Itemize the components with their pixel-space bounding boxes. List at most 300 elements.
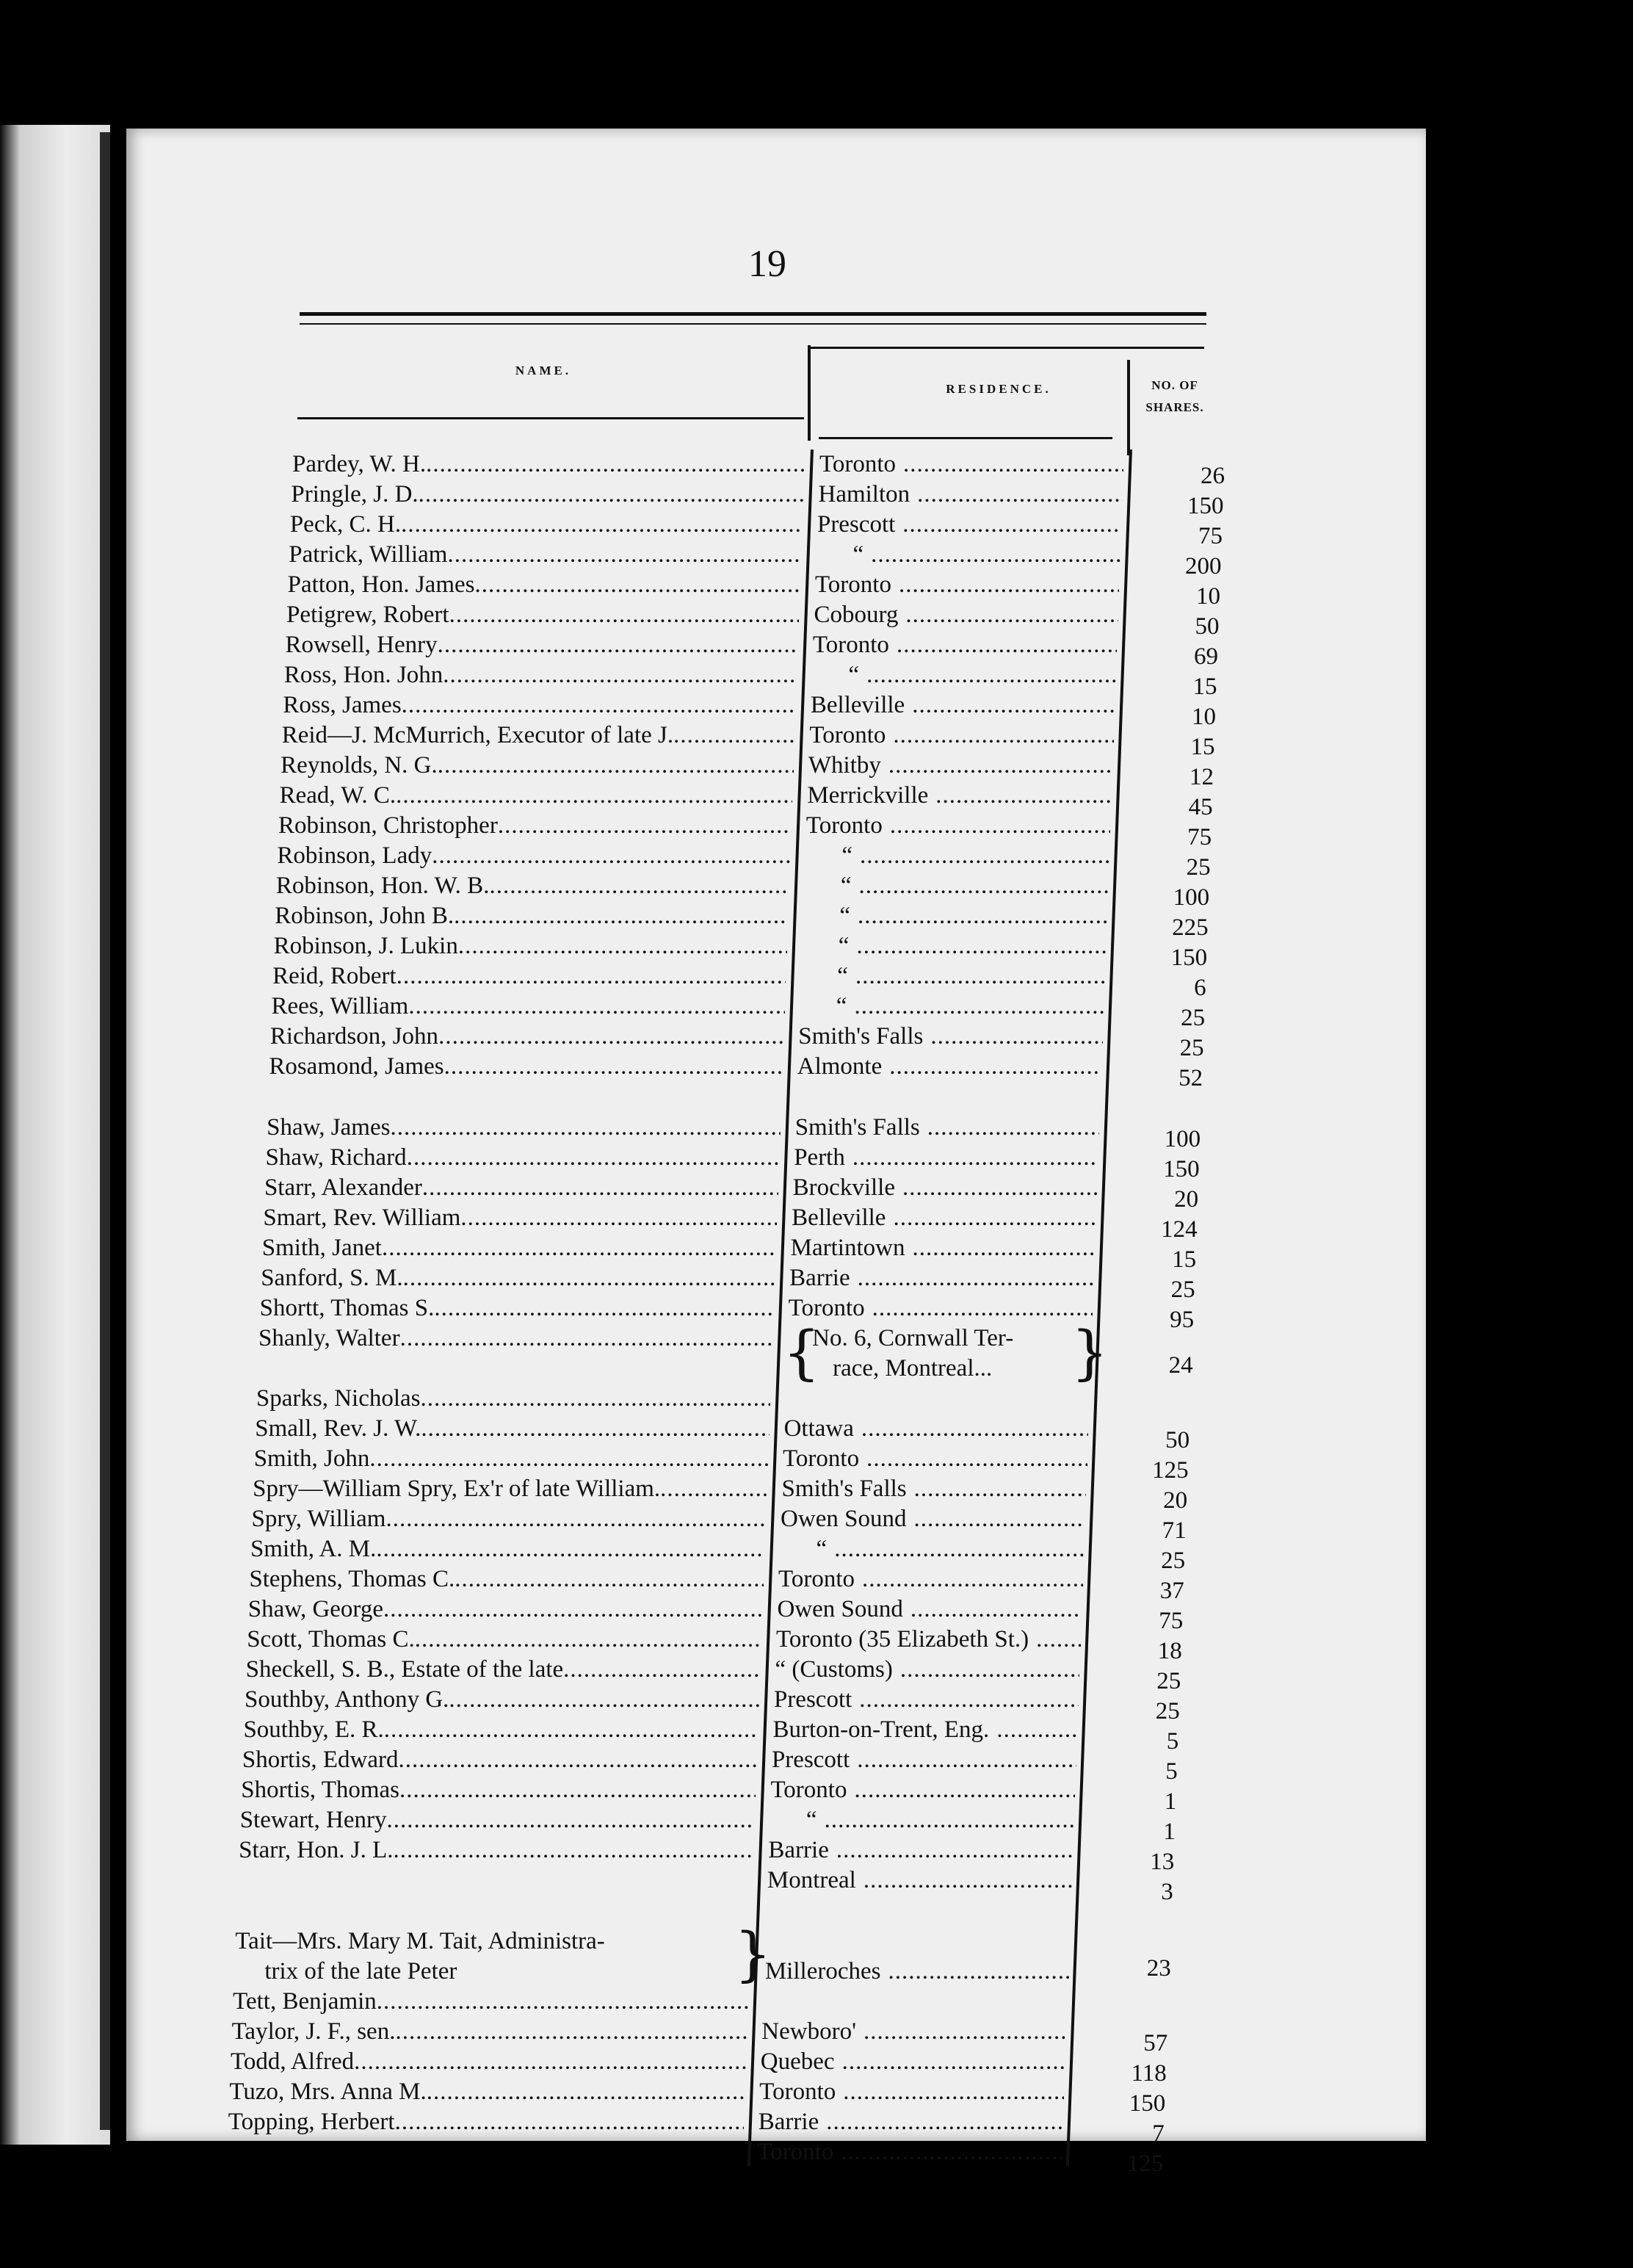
residence: Belleville bbox=[810, 692, 905, 718]
share-count: 125 bbox=[1126, 2150, 1164, 2177]
shareholder-name: Stewart, Henry bbox=[239, 1807, 387, 1833]
dot-leader bbox=[882, 1052, 1101, 1081]
share-count: 24 bbox=[1168, 1351, 1193, 1379]
table-row bbox=[0, 811, 1633, 850]
column-header-name: NAME. bbox=[515, 364, 572, 378]
column-header-shares-line1: NO. OF bbox=[1151, 378, 1198, 392]
shareholder-name: Shaw, James bbox=[267, 1114, 391, 1141]
dot-leader bbox=[498, 811, 792, 840]
dot-leader bbox=[385, 1504, 766, 1534]
dot-leader bbox=[489, 871, 789, 900]
shareholder-name: Smith, Janet bbox=[261, 1235, 382, 1261]
residence-cell bbox=[817, 510, 1121, 539]
residence-cell bbox=[776, 1625, 1081, 1654]
table-row bbox=[0, 1564, 1633, 1604]
dot-leader bbox=[455, 1564, 764, 1594]
dot-leader bbox=[905, 1233, 1095, 1263]
dot-leader bbox=[660, 1474, 767, 1503]
residence: Toronto bbox=[819, 451, 897, 477]
shareholder-name-cell bbox=[248, 1595, 763, 1624]
residence: “ bbox=[805, 1807, 817, 1833]
shareholder-name-cell bbox=[252, 1504, 767, 1534]
share-count: 125 bbox=[1152, 1457, 1189, 1484]
residence: “ bbox=[852, 541, 864, 568]
dot-leader bbox=[817, 1805, 1074, 1835]
dot-leader bbox=[928, 781, 1111, 810]
residence: Cobourg bbox=[814, 602, 899, 628]
dot-leader bbox=[850, 901, 1107, 931]
brace-mark: } bbox=[734, 1920, 772, 1988]
table-row bbox=[0, 1715, 1633, 1755]
residence-cell bbox=[778, 1595, 1082, 1624]
residence: Toronto bbox=[809, 722, 886, 748]
residence: Martintown bbox=[790, 1235, 905, 1261]
dot-leader bbox=[906, 1504, 1085, 1534]
share-count: 15 bbox=[1172, 1246, 1197, 1273]
dot-leader bbox=[421, 1384, 771, 1413]
dot-leader bbox=[415, 1625, 761, 1654]
shareholder-name-cell bbox=[290, 510, 803, 539]
dot-leader bbox=[369, 1444, 768, 1473]
residence-cell bbox=[811, 690, 1115, 720]
dot-leader bbox=[377, 1987, 748, 2016]
header-underline-residence bbox=[819, 437, 1112, 439]
residence: Almonte bbox=[797, 1053, 883, 1080]
residence-cell bbox=[815, 570, 1119, 599]
dot-leader bbox=[896, 449, 1123, 479]
share-count: 150 bbox=[1129, 2090, 1166, 2117]
shareholder-name: Scott, Thomas C. bbox=[247, 1626, 415, 1653]
dot-leader bbox=[827, 1534, 1084, 1564]
dot-leader bbox=[438, 751, 794, 780]
share-count: 37 bbox=[1159, 1578, 1184, 1604]
share-count: 3 bbox=[1161, 1879, 1173, 1905]
table-row bbox=[0, 540, 1633, 579]
residence-cell bbox=[793, 1173, 1097, 1202]
residence-cell bbox=[780, 1534, 1085, 1564]
table-row bbox=[0, 1113, 1633, 1152]
residence: Hamilton bbox=[818, 481, 910, 508]
shareholder-name: Southby, Anthony G. bbox=[245, 1686, 449, 1713]
table-row bbox=[0, 1805, 1633, 1845]
residence: Quebec bbox=[760, 2048, 835, 2075]
share-count: 100 bbox=[1173, 884, 1210, 911]
shareholder-name: Robinson, John B. bbox=[275, 903, 455, 929]
residence-cell bbox=[806, 811, 1110, 840]
residence: Prescott bbox=[816, 511, 896, 538]
residence-cell bbox=[809, 721, 1113, 750]
table-row bbox=[0, 1414, 1633, 1453]
shareholder-name-cell bbox=[284, 660, 797, 690]
shareholder-name: Shortis, Thomas bbox=[241, 1777, 400, 1803]
shareholder-name: Patton, Hon. James bbox=[287, 571, 475, 598]
shareholder-name: Petigrew, Robert bbox=[286, 602, 449, 628]
shareholder-name-cell bbox=[241, 1775, 756, 1805]
dot-leader bbox=[395, 2017, 747, 2046]
dot-leader bbox=[449, 600, 800, 629]
page-number: 19 bbox=[748, 243, 786, 285]
shareholder-name: trix of the late Peter bbox=[264, 1958, 457, 1984]
residence: “ bbox=[836, 993, 847, 1019]
share-count: 26 bbox=[1201, 463, 1225, 489]
share-count: 10 bbox=[1192, 704, 1217, 730]
dot-leader bbox=[407, 1143, 780, 1172]
table-row bbox=[0, 1655, 1633, 1694]
residence: Newboro' bbox=[761, 2018, 857, 2045]
shareholder-name-cell bbox=[254, 1444, 768, 1473]
table-row bbox=[0, 1384, 1633, 1413]
dot-leader bbox=[845, 1143, 1098, 1172]
dot-leader bbox=[396, 781, 792, 810]
top-rule bbox=[300, 312, 1206, 316]
residence-cell bbox=[789, 1293, 1093, 1323]
dot-leader bbox=[422, 1173, 778, 1202]
shareholder-name-cell bbox=[253, 1474, 767, 1503]
dot-leader bbox=[829, 1835, 1073, 1865]
share-count: 100 bbox=[1164, 1126, 1201, 1152]
shareholder-name: Tait—Mrs. Mary M. Tait, Administra- bbox=[235, 1928, 605, 1954]
shareholder-name: Topping, Herbert bbox=[228, 2109, 395, 2135]
residence: Montreal bbox=[767, 1867, 856, 1893]
residence-cell bbox=[798, 1022, 1102, 1051]
shareholder-name: Sanford, S. M. bbox=[261, 1265, 403, 1291]
shareholder-name-cell bbox=[274, 931, 787, 961]
table-row bbox=[0, 1625, 1633, 1664]
residence: Toronto bbox=[788, 1295, 865, 1321]
share-count: 25 bbox=[1186, 854, 1211, 881]
residence: Barrie bbox=[758, 2109, 819, 2135]
shareholder-name-cell bbox=[243, 1715, 758, 1744]
residence: race, Montreal... bbox=[833, 1355, 993, 1382]
dot-leader bbox=[454, 901, 788, 931]
residence-cell bbox=[768, 1835, 1073, 1865]
table-row bbox=[0, 751, 1633, 790]
share-count: 50 bbox=[1165, 1427, 1190, 1453]
table-row bbox=[0, 1835, 1633, 1875]
dot-leader bbox=[447, 540, 801, 569]
shareholder-name-cell bbox=[286, 600, 799, 629]
brace-mark: } bbox=[1071, 1318, 1109, 1387]
shareholder-name: Spry—William Spry, Ex'r of late William. bbox=[253, 1476, 661, 1502]
shareholder-name: Read, W. C. bbox=[279, 782, 397, 809]
residence-cell bbox=[770, 1805, 1074, 1835]
dot-leader bbox=[847, 1775, 1075, 1805]
residence-cell bbox=[765, 1957, 1070, 1986]
table-row bbox=[0, 2047, 1633, 2087]
residence-cell bbox=[784, 1414, 1089, 1443]
table-row bbox=[0, 1866, 1633, 1905]
residence-cell bbox=[781, 1504, 1085, 1534]
residence: “ bbox=[837, 963, 848, 989]
dot-leader bbox=[383, 1595, 763, 1624]
shareholder-name-cell bbox=[238, 1866, 753, 1895]
shareholder-name-cell bbox=[266, 1143, 780, 1172]
residence-cell bbox=[791, 1233, 1095, 1263]
dot-leader bbox=[863, 540, 1120, 569]
table-row bbox=[0, 1595, 1633, 1634]
dot-leader bbox=[400, 1323, 773, 1353]
shareholder-name-cell bbox=[270, 1022, 783, 1051]
dot-leader bbox=[421, 1414, 769, 1443]
dot-leader bbox=[881, 751, 1112, 780]
residence: “ bbox=[841, 842, 852, 869]
share-count: 25 bbox=[1179, 1035, 1204, 1061]
shareholder-name-cell bbox=[256, 1384, 770, 1413]
residence-cell bbox=[803, 901, 1107, 931]
share-count: 25 bbox=[1170, 1276, 1195, 1303]
dot-leader bbox=[376, 1534, 764, 1564]
dot-leader bbox=[438, 630, 798, 660]
residence-cell bbox=[813, 630, 1117, 660]
residence: “ bbox=[838, 933, 850, 959]
table-row bbox=[0, 1173, 1633, 1213]
residence: Prescott bbox=[773, 1686, 852, 1713]
shareholder-name-cell bbox=[255, 1414, 769, 1443]
residence-cell bbox=[772, 1745, 1076, 1774]
dot-leader bbox=[427, 2077, 745, 2106]
table-row bbox=[0, 2107, 1633, 2147]
residence: Toronto bbox=[770, 1777, 847, 1803]
dot-leader bbox=[563, 1655, 760, 1684]
table-row bbox=[0, 1052, 1633, 1091]
table-row bbox=[0, 721, 1633, 760]
residence: Brockville bbox=[792, 1174, 895, 1201]
residence: Toronto bbox=[805, 812, 883, 839]
shareholder-name: Ross, Hon. John bbox=[283, 662, 443, 688]
dot-leader bbox=[920, 1113, 1099, 1142]
shareholder-name-cell bbox=[267, 1113, 781, 1142]
share-count: 57 bbox=[1143, 2030, 1168, 2056]
residence-cell bbox=[758, 2107, 1063, 2137]
table-row bbox=[0, 660, 1633, 700]
shareholder-name-cell bbox=[278, 811, 792, 840]
residence: “ bbox=[839, 903, 850, 929]
share-count: 12 bbox=[1190, 764, 1214, 790]
residence: Milleroches bbox=[764, 1958, 881, 1984]
share-count: 25 bbox=[1161, 1547, 1186, 1574]
share-count: 5 bbox=[1165, 1758, 1178, 1785]
residence: Smith's Falls bbox=[798, 1023, 924, 1050]
share-count: 25 bbox=[1181, 1005, 1206, 1031]
share-count: 45 bbox=[1188, 794, 1213, 820]
residence: “ bbox=[840, 873, 852, 899]
residence: Whitby bbox=[808, 752, 881, 779]
residence-cell bbox=[804, 871, 1108, 900]
shareholder-name: Sheckell, S. B., Estate of the late bbox=[245, 1656, 564, 1683]
residence: Toronto bbox=[783, 1445, 860, 1472]
shareholder-name: Shanly, Walter bbox=[258, 1325, 400, 1351]
shareholder-name: Reid, Robert bbox=[272, 963, 397, 989]
table-row bbox=[0, 1920, 1633, 1988]
table-row bbox=[0, 1143, 1633, 1182]
dot-leader bbox=[856, 2017, 1066, 2046]
table-row bbox=[0, 1022, 1633, 1061]
table-row bbox=[0, 1987, 1633, 2016]
table-row bbox=[0, 1263, 1633, 1303]
share-count: 5 bbox=[1166, 1728, 1179, 1755]
table-row bbox=[0, 1203, 1633, 1243]
table-row bbox=[0, 630, 1633, 670]
shareholder-name: Pringle, J. D. bbox=[291, 481, 419, 508]
share-count: 71 bbox=[1162, 1517, 1187, 1544]
shareholder-name: Robinson, Lady bbox=[277, 842, 432, 869]
share-count: 69 bbox=[1194, 643, 1219, 670]
shareholder-name: Tett, Benjamin bbox=[233, 1988, 377, 2015]
dot-leader bbox=[444, 1052, 783, 1081]
residence-cell bbox=[759, 2077, 1064, 2106]
shareholder-name: Rowsell, Henry bbox=[285, 632, 438, 658]
shareholder-name: Shortis, Edward bbox=[242, 1747, 399, 1773]
dot-leader bbox=[833, 2137, 1062, 2167]
share-count: 25 bbox=[1156, 1668, 1181, 1694]
dot-leader bbox=[886, 721, 1113, 750]
shareholder-name: Shortt, Thomas S. bbox=[259, 1295, 435, 1321]
shareholder-name: Reynolds, N. G. bbox=[280, 752, 438, 779]
shareholder-name-cell bbox=[263, 1203, 777, 1232]
shareholder-name: Rosamond, James bbox=[269, 1053, 444, 1080]
shareholder-name-cell bbox=[239, 1835, 753, 1865]
dot-leader bbox=[397, 961, 786, 991]
dot-leader bbox=[394, 1835, 754, 1865]
shareholder-name-cell bbox=[246, 1655, 761, 1684]
shareholder-name: Reid—J. McMurrich, Executor of late J. bbox=[281, 722, 674, 748]
residence: Toronto (35 Elizabeth St.) bbox=[776, 1626, 1029, 1653]
shareholder-name: Peck, C. H. bbox=[289, 511, 402, 538]
dot-leader bbox=[891, 570, 1119, 599]
dot-leader bbox=[865, 1293, 1093, 1323]
residence: Owen Sound bbox=[777, 1596, 903, 1622]
shareholder-name-cell bbox=[283, 690, 796, 720]
residence: Smith's Falls bbox=[781, 1476, 907, 1502]
residence: Prescott bbox=[771, 1747, 850, 1773]
shareholder-name: Starr, Alexander bbox=[264, 1174, 422, 1201]
share-count: 150 bbox=[1170, 945, 1208, 971]
share-count: 20 bbox=[1163, 1487, 1188, 1514]
table-row bbox=[0, 931, 1633, 971]
share-count: 150 bbox=[1163, 1156, 1200, 1182]
shareholder-name-cell bbox=[229, 2077, 745, 2106]
dot-leader bbox=[859, 1444, 1087, 1473]
table-row bbox=[0, 570, 1633, 610]
residence: Toronto bbox=[759, 2079, 836, 2105]
dot-leader bbox=[848, 961, 1105, 991]
table-row bbox=[0, 1775, 1633, 1815]
shareholder-name: Patrick, William bbox=[289, 541, 448, 568]
column-header-shares-line2: SHARES. bbox=[1145, 400, 1204, 414]
shareholder-name: Robinson, Christopher bbox=[278, 812, 498, 839]
residence: Burton-on-Trent, Eng. bbox=[772, 1716, 990, 1743]
shareholder-name: Ross, James bbox=[283, 692, 402, 718]
shareholder-name: Robinson, J. Lukin bbox=[273, 933, 458, 959]
dot-leader bbox=[419, 480, 804, 509]
shareholder-name: Tuzo, Mrs. Anna M. bbox=[229, 2079, 427, 2105]
share-count: 7 bbox=[1152, 2120, 1165, 2147]
shareholder-name-cell bbox=[245, 1685, 759, 1714]
shareholder-name-cell bbox=[282, 721, 795, 750]
table-row bbox=[0, 449, 1633, 489]
shareholder-name-cell bbox=[285, 630, 797, 660]
dot-leader bbox=[889, 630, 1117, 660]
residence-cell bbox=[761, 2047, 1065, 2076]
residence-cell bbox=[811, 660, 1115, 690]
shareholder-name: Pardey, W. H. bbox=[292, 451, 427, 477]
residence-cell bbox=[782, 1474, 1087, 1503]
dot-leader bbox=[403, 1263, 775, 1293]
residence: “ bbox=[816, 1536, 828, 1562]
shareholder-name-cell bbox=[262, 1233, 776, 1263]
residence: Barrie bbox=[789, 1265, 850, 1291]
residence-cell bbox=[775, 1655, 1079, 1684]
share-count: 75 bbox=[1159, 1608, 1184, 1634]
dot-leader bbox=[883, 811, 1110, 840]
residence-cell bbox=[800, 961, 1104, 991]
residence-cell bbox=[807, 781, 1111, 810]
shareholder-name: Small, Rev. J. W. bbox=[255, 1415, 421, 1442]
share-count: 118 bbox=[1131, 2060, 1167, 2087]
dot-leader bbox=[850, 1263, 1094, 1293]
shareholder-name-cell bbox=[261, 1263, 775, 1293]
shareholder-name-cell bbox=[291, 480, 803, 509]
dot-leader bbox=[850, 1745, 1076, 1774]
shareholder-name-cell bbox=[288, 570, 800, 599]
dot-leader bbox=[851, 871, 1108, 900]
shareholder-name-cell bbox=[247, 1625, 761, 1654]
share-count: 1 bbox=[1163, 1819, 1176, 1845]
dot-leader bbox=[401, 510, 803, 539]
residence: Toronto bbox=[778, 1566, 855, 1592]
dot-leader bbox=[849, 931, 1106, 961]
table-row bbox=[0, 871, 1633, 911]
share-count: 15 bbox=[1190, 734, 1215, 760]
residence-cell bbox=[805, 841, 1109, 870]
shareholder-name: Spry, William bbox=[251, 1506, 386, 1532]
shareholder-name: Shaw, Richard bbox=[265, 1144, 407, 1171]
share-count: 25 bbox=[1155, 1698, 1180, 1725]
dot-leader bbox=[847, 992, 1104, 1021]
dot-leader bbox=[399, 1775, 756, 1805]
table-row bbox=[0, 690, 1633, 730]
residence: Merrickville bbox=[807, 782, 929, 809]
share-count: 225 bbox=[1172, 914, 1209, 941]
header-underline-name bbox=[297, 417, 804, 419]
shareholder-name-cell bbox=[233, 1987, 748, 2016]
dot-leader bbox=[852, 841, 1109, 870]
shareholder-name-cell bbox=[275, 901, 788, 931]
residence-cell bbox=[789, 1263, 1093, 1293]
share-count: 75 bbox=[1187, 824, 1212, 850]
residence-cell bbox=[778, 1564, 1083, 1594]
dot-leader bbox=[989, 1715, 1077, 1744]
dot-leader bbox=[384, 1715, 758, 1744]
residence-cell bbox=[757, 2137, 1062, 2167]
residence: Toronto bbox=[757, 2139, 834, 2165]
column-divider-residence-shares bbox=[1127, 360, 1130, 455]
share-count: 13 bbox=[1150, 1849, 1175, 1875]
dot-leader bbox=[390, 1113, 780, 1142]
residence: Owen Sound bbox=[781, 1506, 907, 1532]
dot-leader bbox=[354, 2047, 746, 2076]
dot-leader bbox=[856, 1866, 1072, 1895]
table-row bbox=[0, 1745, 1633, 1785]
shareholder-name: Robinson, Hon. W. B. bbox=[275, 873, 490, 899]
residence-cell bbox=[774, 1685, 1079, 1714]
shareholder-name-cell bbox=[232, 2017, 747, 2046]
share-count: 1 bbox=[1164, 1788, 1177, 1815]
table-row bbox=[0, 1474, 1633, 1514]
shareholder-name-cell bbox=[231, 2047, 746, 2076]
shareholder-name-cell bbox=[292, 449, 805, 479]
table-row bbox=[0, 1504, 1633, 1544]
